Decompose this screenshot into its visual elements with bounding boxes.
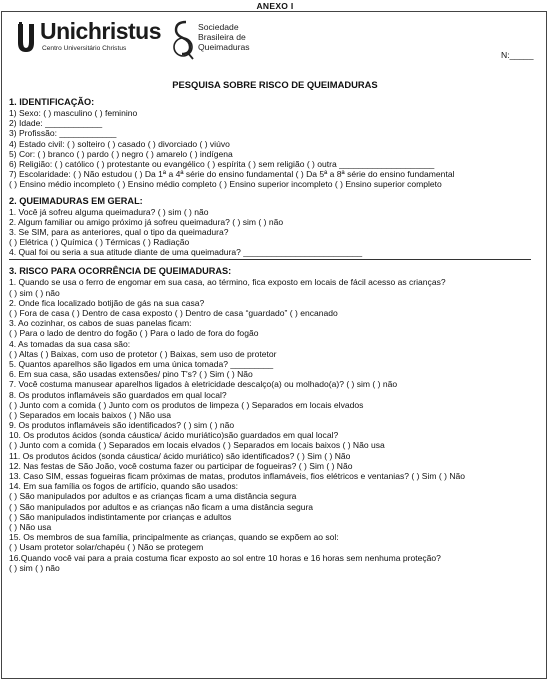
question-line[interactable]: ( ) Junto com a comida ( ) Separados em locais elvados ( ) Separados em locais baixos ( ) Não usa	[9, 440, 385, 451]
question-line[interactable]: ( ) Usam protetor solar/chapéu ( ) Não se protegem	[9, 542, 204, 553]
question-line[interactable]: 2. Algum familiar ou amigo próximo já sofreu queimadura? ( ) sim ( ) não	[9, 216, 284, 227]
unichristus-name: Unichristus	[40, 18, 162, 44]
question-line[interactable]: ( ) sim ( ) não	[9, 562, 60, 573]
question-line[interactable]: 12. Nas festas de São João, você costuma fazer ou participar de fogueiras? ( ) Sim ( ) Não	[9, 460, 353, 471]
question-line[interactable]: 7. Você costuma manusear aparelhos ligados à eletricidade descalço(a) ou molhado(a)? ( ) sim ( ) não	[9, 379, 398, 390]
section-heading: 2. QUEIMADURAS EM GERAL:	[9, 195, 143, 206]
question-line[interactable]: ( ) Não usa	[9, 521, 52, 532]
question-line[interactable]: 3. Ao cozinhar, os cabos de suas panelas ficam:	[9, 318, 192, 329]
question-line[interactable]: 4. Qual foi ou seria a sua atitude diante de uma queimadura? _________________________	[9, 247, 363, 258]
question-line[interactable]: 3) Profissão: ____________	[9, 128, 117, 139]
section-heading: 1. IDENTIFICAÇÃO:	[9, 97, 95, 107]
form-content	[9, 93, 539, 573]
sbq-line-2: Brasileira de	[198, 32, 246, 42]
question-line[interactable]: ( ) Fora de casa ( ) Dentro de casa exposto ( ) Dentro de casa “guardado” ( ) encanado	[9, 308, 338, 318]
question-line[interactable]: 6. Em sua casa, são usadas extensões/ pino T's? ( ) Sim ( ) Não	[9, 369, 253, 380]
sbq-line-1: Sociedade	[198, 22, 239, 32]
question-line[interactable]: ( ) sim ( ) não	[9, 287, 60, 298]
question-line[interactable]: ( ) Ensino médio incompleto ( ) Ensino médio completo ( ) Ensino superior incompleto ( ) Ensino superior completo	[9, 179, 442, 190]
question-line[interactable]: 15. Os membros de sua família, principalmente as crianças, quando se expõem ao sol:	[9, 532, 339, 543]
question-line[interactable]: 6) Religião: ( ) católico ( ) protestante ou evangélico ( ) espírita ( ) sem religião ( ) outra ____________________	[9, 158, 435, 169]
sbq-mark-icon	[172, 20, 194, 60]
question-line[interactable]: 4) Estado civil: ( ) solteiro ( ) casado ( ) divorciado ( ) viúvo	[9, 138, 230, 149]
question-line[interactable]: 2) Idade: ____________	[9, 118, 103, 129]
section-heading: 3. RISCO PARA OCORRÊNCIA DE QUEIMADURAS:	[9, 266, 232, 277]
question-line[interactable]: ( ) Separados em locais baixos ( ) Não usa	[9, 409, 171, 420]
question-line[interactable]: ( ) Elétrica ( ) Química ( ) Térmicas ( ) Radiação	[9, 237, 190, 248]
sbq-line-3: Queimaduras	[198, 42, 250, 52]
question-line[interactable]: ( ) São manipulados por adultos e as crianças não ficam a uma distância segura	[9, 501, 314, 512]
question-line[interactable]: 13. Caso SIM, essas fogueiras ficam próximas de matas, produtos inflamáveis, fios elétricos e ventanias? ( ) Sim ( ) Não	[9, 471, 466, 481]
question-line[interactable]: 9. Os produtos inflamáveis são identificados? ( ) sim ( ) não	[9, 420, 235, 431]
answer-rule-line[interactable]	[9, 259, 531, 260]
question-line[interactable]: 14. Em sua família os fogos de artifício, quando são usados:	[9, 481, 239, 492]
question-line[interactable]: 5) Cor: ( ) branco ( ) pardo ( ) negro ( ) amarelo ( ) indígena	[9, 148, 233, 159]
question-line[interactable]: 2. Onde fica localizado botijão de gás na sua casa?	[9, 297, 205, 308]
form-number-field[interactable]: N:_____	[501, 50, 534, 60]
question-line[interactable]: 7) Escolaridade: ( ) Não estudou ( ) Da 1ª a 4ª série do ensino fundamental ( ) Da 5ª a 8ª série do ensino fundamental	[9, 169, 455, 180]
question-line[interactable]: ( ) São manipulados por adultos e as crianças ficam a uma distância segura	[9, 491, 297, 502]
question-line[interactable]: 5. Quantos aparelhos são ligados em uma única tomada? _________	[9, 358, 274, 369]
question-line[interactable]: ( ) Altas ( ) Baixas, com uso de protetor ( ) Baixas, sem uso de protetor	[9, 348, 277, 359]
annex-label: ANEXO I	[256, 1, 294, 11]
question-line[interactable]: ( ) São manipulados indistintamente por crianças e adultos	[9, 511, 232, 522]
question-line[interactable]: 10. Os produtos ácidos (sonda cáustica/ ácido muriático)são guardados em qual local?	[9, 430, 339, 441]
unichristus-subtitle: Centro Universitário Christus	[42, 45, 127, 52]
unichristus-mark-icon	[16, 22, 36, 52]
sbq-name	[198, 22, 250, 52]
question-line[interactable]: 8. Os produtos inflamáveis são guardados em qual local?	[9, 389, 227, 400]
survey-title: PESQUISA SOBRE RISCO DE QUEIMADURAS	[172, 79, 378, 90]
question-line[interactable]: ( ) Junto com a comida ( ) Junto com os produtos de limpeza ( ) Separados em locais elvados	[9, 399, 364, 410]
question-line[interactable]: 1. Você já sofreu alguma queimadura? ( ) sim ( ) não	[9, 206, 209, 217]
question-line[interactable]: 1. Quando se usa o ferro de engomar em sua casa, ao término, fica exposto em locais de fácil acesso as crianças?	[9, 277, 446, 288]
question-line[interactable]: 16.Quando você vai para a praia costuma ficar exposto ao sol entre 10 horas e 16 horas sem nenhuma proteção?	[9, 552, 441, 563]
question-line[interactable]: ( ) Para o lado de dentro do fogão ( ) Para o lado de fora do fogão	[9, 328, 259, 339]
question-line[interactable]: 11. Os produtos ácidos (sonda cáustica/ ácido muriático) são identificados? ( ) Sim ( ) Não	[9, 450, 351, 461]
question-line[interactable]: 4. As tomadas da sua casa são:	[9, 338, 131, 349]
question-line[interactable]: 1) Sexo: ( ) masculino ( ) feminino	[9, 108, 138, 118]
question-line[interactable]: 3. Se SIM, para as anteriores, qual o tipo da queimadura?	[9, 226, 229, 237]
